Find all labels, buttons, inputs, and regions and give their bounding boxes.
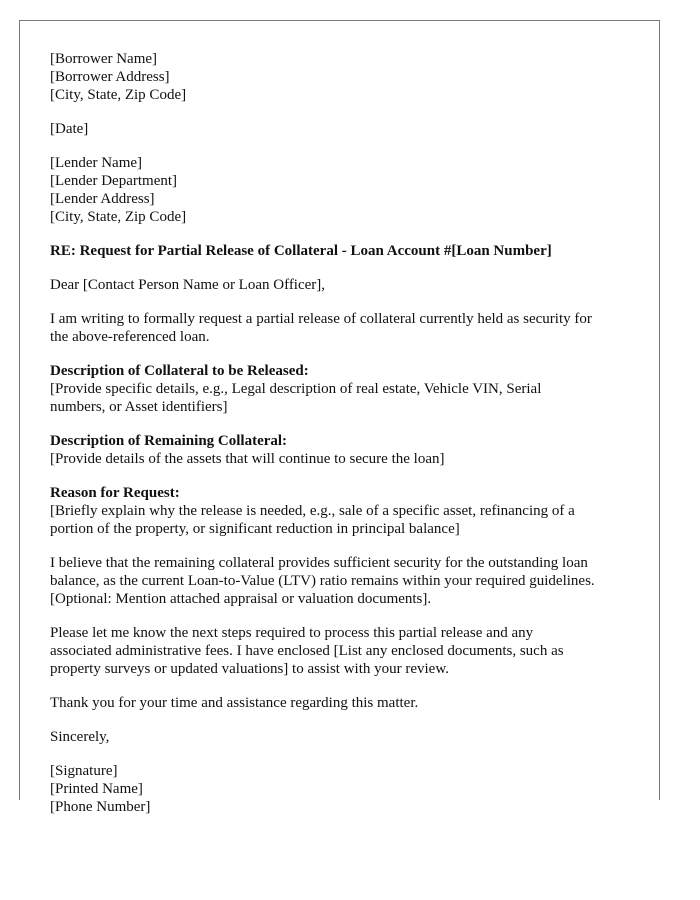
next-steps-line: Please let me know the next steps required to process this partial release and any (50, 625, 534, 641)
collateral-released-heading: Description of Collateral to be Released: (50, 363, 309, 379)
letter-date: [Date] (50, 121, 89, 137)
printed-name-line: [Printed Name] (50, 781, 143, 797)
ltv-line: balance, as the current Loan-to-Value (LTV) ratio remains within your required guidelines. (50, 573, 595, 589)
subject-line: RE: Request for Partial Release of Collateral - Loan Account #[Loan Number] (50, 243, 552, 259)
next-steps-paragraph (50, 624, 640, 678)
collateral-remaining-section (50, 432, 640, 468)
sender-block (50, 50, 640, 104)
next-steps-line: associated administrative fees. I have enclosed [List any enclosed documents, such as (50, 643, 564, 659)
sender-address: [Borrower Address] (50, 69, 170, 85)
recipient-city-state-zip: [City, State, Zip Code] (50, 209, 187, 225)
next-steps-line: property surveys or updated valuations] to assist with your review. (50, 661, 449, 677)
ltv-paragraph (50, 554, 640, 608)
recipient-address: [Lender Address] (50, 191, 155, 207)
intro-line: the above-referenced loan. (50, 329, 210, 345)
subject-block (50, 242, 640, 260)
intro-paragraph (50, 310, 640, 346)
recipient-department: [Lender Department] (50, 173, 178, 189)
thanks-line: Thank you for your time and assistance regarding this matter. (50, 695, 419, 711)
ltv-line: I believe that the remaining collateral provides sufficient security for the outstanding loan (50, 555, 588, 571)
reason-heading: Reason for Request: (50, 485, 180, 501)
sender-city-state-zip: [City, State, Zip Code] (50, 87, 187, 103)
reason-line: portion of the property, or significant reduction in principal balance] (50, 521, 460, 537)
salutation: Dear [Contact Person Name or Loan Officer], (50, 277, 326, 293)
salutation-block (50, 276, 640, 294)
collateral-released-line: [Provide specific details, e.g., Legal description of real estate, Vehicle VIN, Serial (50, 381, 542, 397)
sender-name: [Borrower Name] (50, 51, 158, 67)
closing-block (50, 728, 640, 746)
signature-block (50, 762, 640, 816)
recipient-block (50, 154, 640, 226)
signature-line: [Signature] (50, 763, 118, 779)
letter-page (19, 20, 660, 815)
collateral-released-section (50, 362, 640, 416)
reason-line: [Briefly explain why the release is needed, e.g., sale of a specific asset, refinancing of a (50, 503, 575, 519)
thanks-paragraph (50, 694, 640, 712)
letter-body (50, 50, 640, 832)
closing-line: Sincerely, (50, 729, 110, 745)
recipient-name: [Lender Name] (50, 155, 143, 171)
ltv-line: [Optional: Mention attached appraisal or valuation documents]. (50, 591, 432, 607)
reason-section (50, 484, 640, 538)
collateral-released-line: numbers, or Asset identifiers] (50, 399, 228, 415)
collateral-remaining-heading: Description of Remaining Collateral: (50, 433, 288, 449)
phone-line: [Phone Number] (50, 799, 151, 815)
intro-line: I am writing to formally request a partial release of collateral currently held as security for (50, 311, 592, 327)
collateral-remaining-line: [Provide details of the assets that will continue to secure the loan] (50, 451, 445, 467)
date-block (50, 120, 640, 138)
